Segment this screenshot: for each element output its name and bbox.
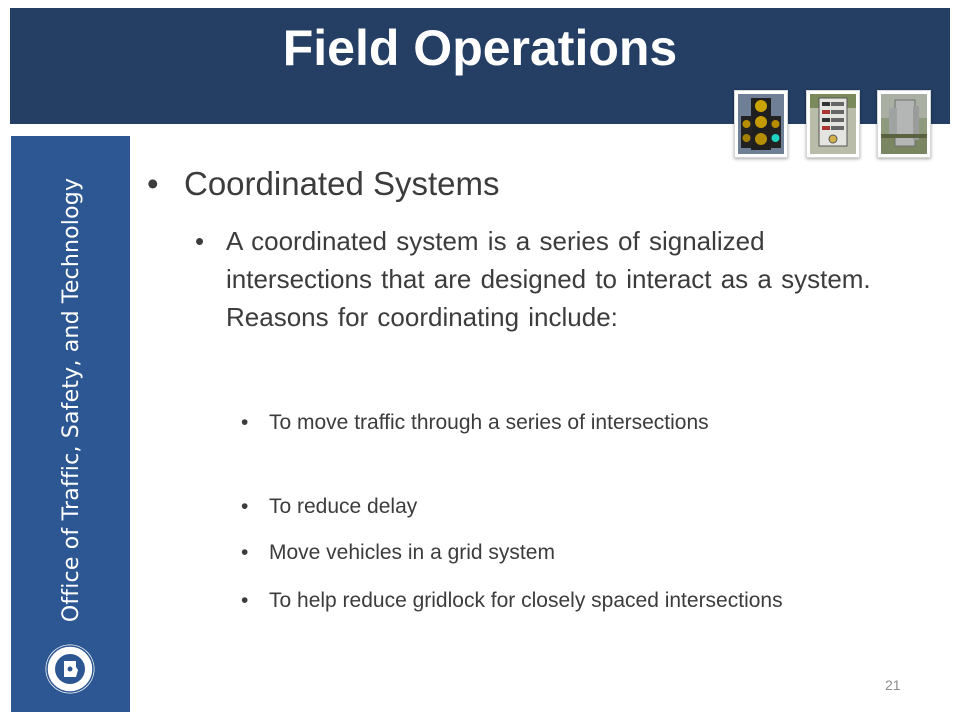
- bullet-level3-text: Move vehicles in a grid system: [269, 541, 555, 564]
- bullet-level3-text: To reduce delay: [269, 495, 418, 518]
- bullet-dot: •: [147, 165, 159, 202]
- pedestrian-push-button-photo-icon: [806, 90, 860, 158]
- page-number: 21: [885, 677, 901, 693]
- bullet-dot: •: [241, 541, 249, 564]
- side-label: Office of Traffic, Safety, and Technology: [59, 177, 84, 623]
- mndot-seal-graphic: [45, 644, 95, 694]
- side-label-container: [52, 160, 92, 640]
- bullet-level3-text: To move traffic through a series of intersections: [269, 411, 709, 434]
- push-button-graphic: [810, 94, 856, 154]
- bullet-dot: •: [241, 589, 249, 612]
- bullet-level3-text: To help reduce gridlock for closely spaced intersections: [269, 589, 783, 612]
- bullet-dot: •: [195, 226, 205, 256]
- bullet-level2-text: A coordinated system is a series of signalized intersections that are designed to interact as a system. Reasons for coordinating include:: [226, 226, 871, 332]
- mndot-seal-icon: [45, 644, 95, 694]
- signal-controller-cabinet-photo-icon: [877, 90, 931, 158]
- traffic-signal-photo-icon: [734, 90, 788, 158]
- bullet-dot: •: [241, 411, 249, 434]
- bullet-level1-text: Coordinated Systems: [184, 165, 500, 202]
- cabinet-graphic: [881, 94, 927, 154]
- bullet-dot: •: [241, 495, 249, 518]
- slide-title: Field Operations: [282, 20, 678, 76]
- traffic-signal-graphic: [738, 94, 784, 154]
